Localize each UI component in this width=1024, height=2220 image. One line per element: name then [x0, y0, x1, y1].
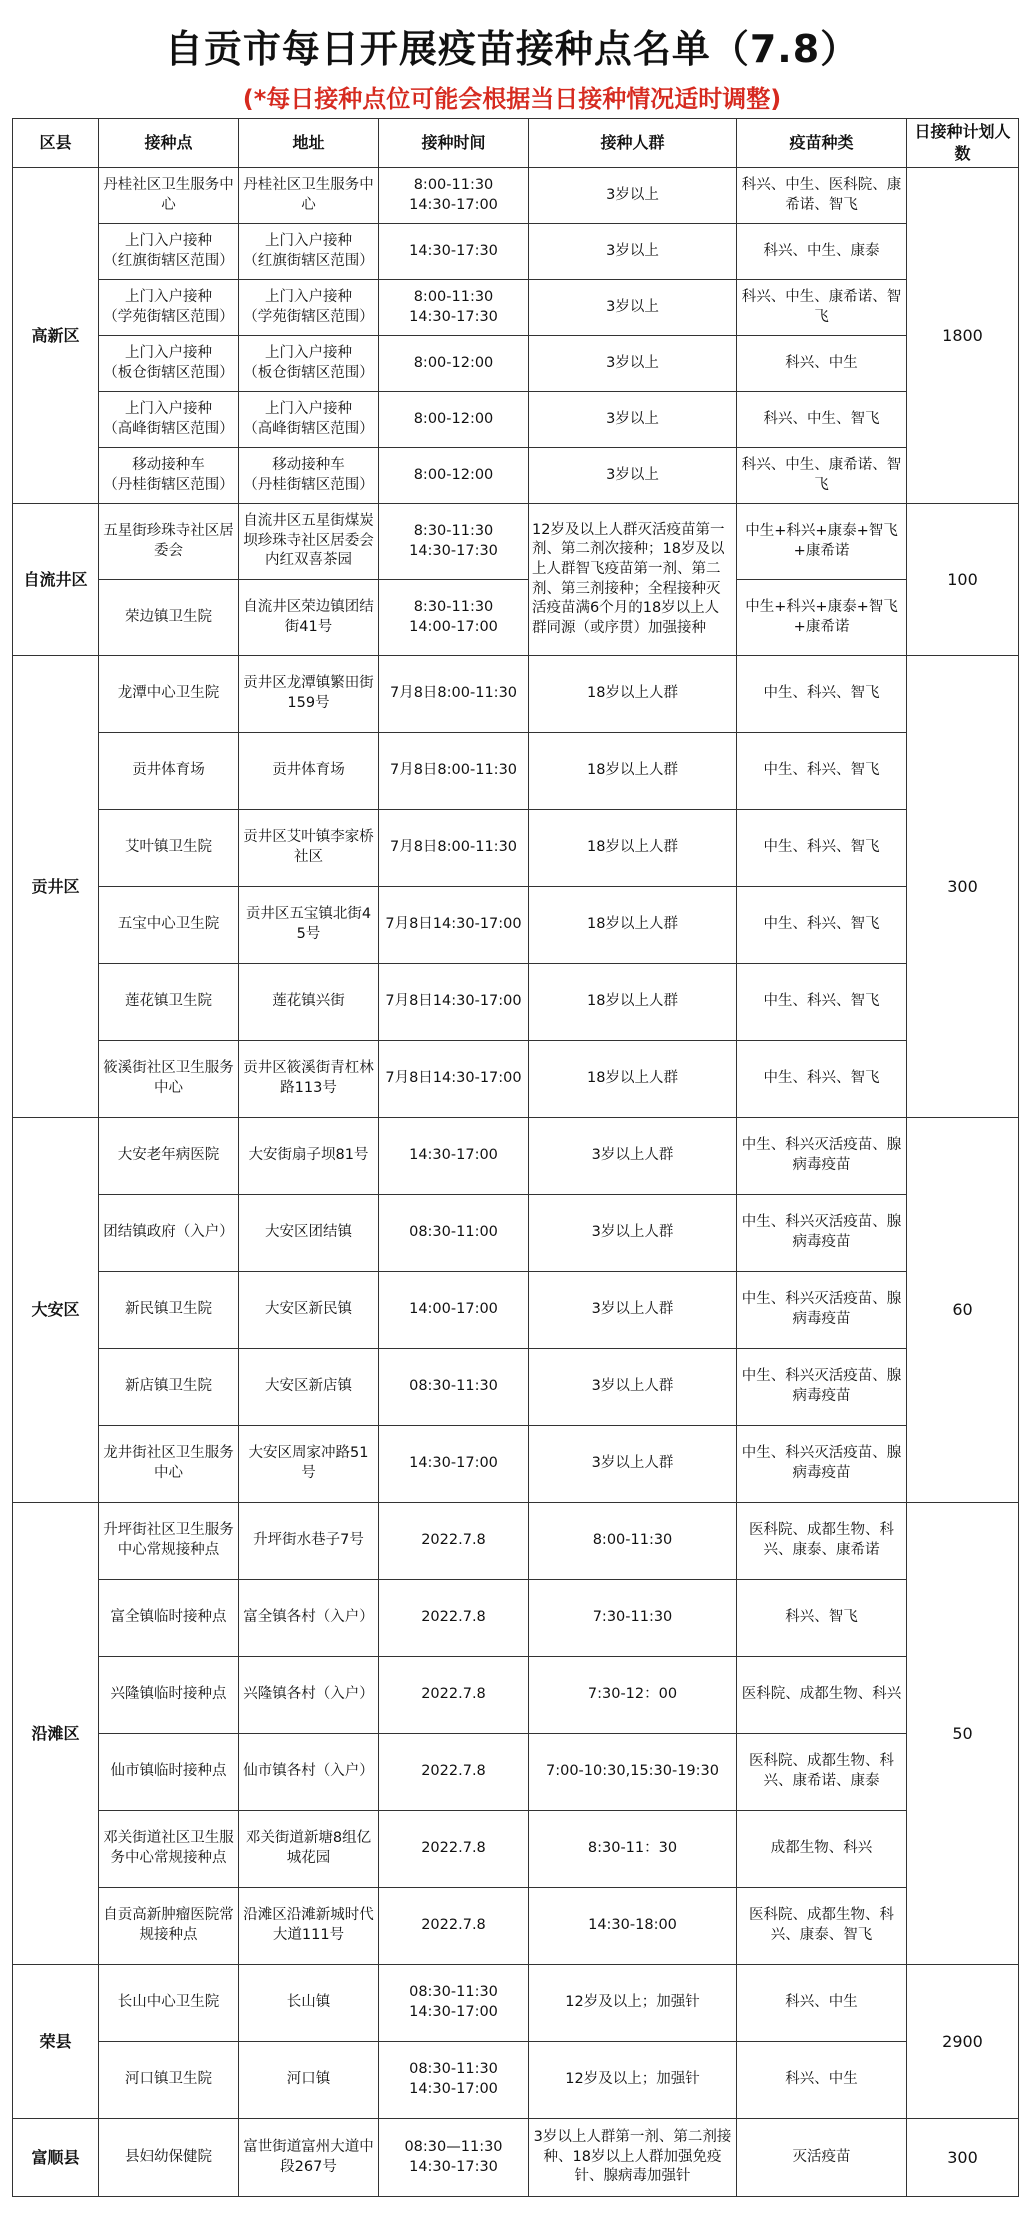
time-cell: 8:30-11:30 14:30-17:30	[379, 504, 529, 580]
vaccine-cell: 科兴、中生、医科院、康希诺、智飞	[737, 168, 907, 224]
vaccine-cell: 医科院、成都生物、科兴、康泰、智飞	[737, 1888, 907, 1965]
daily-target-cell: 1800	[907, 168, 1019, 504]
group-cell: 3岁以上人群	[529, 1195, 737, 1272]
table-row	[13, 964, 1019, 1041]
table-header-row	[13, 119, 1019, 168]
time-cell: 8:00-11:30 14:30-17:30	[379, 280, 529, 336]
vaccine-cell: 科兴、智飞	[737, 1580, 907, 1657]
table-row	[13, 504, 1019, 580]
group-cell: 3岁以上人群	[529, 1272, 737, 1349]
group-cell: 8:30-11：30	[529, 1811, 737, 1888]
site-cell: 丹桂社区卫生服务中心	[99, 168, 239, 224]
group-cell: 3岁以上	[529, 280, 737, 336]
col-time: 接种时间	[379, 119, 529, 168]
site-cell: 龙潭中心卫生院	[99, 656, 239, 733]
time-cell: 2022.7.8	[379, 1580, 529, 1657]
group-cell: 3岁以上人群第一剂、第二剂接种、18岁以上人群加强免疫针、腺病毒加强针	[529, 2119, 737, 2197]
address-cell: 自流井区荣边镇团结街41号	[239, 580, 379, 656]
col-group: 接种人群	[529, 119, 737, 168]
district-cell: 富顺县	[13, 2119, 99, 2197]
site-cell: 龙井街社区卫生服务中心	[99, 1426, 239, 1503]
site-cell: 长山中心卫生院	[99, 1965, 239, 2042]
col-vaccine: 疫苗种类	[737, 119, 907, 168]
group-cell: 18岁以上人群	[529, 887, 737, 964]
address-cell: 大安区新民镇	[239, 1272, 379, 1349]
table-row	[13, 1888, 1019, 1965]
group-cell: 18岁以上人群	[529, 964, 737, 1041]
col-daily-target: 日接种计划人数	[907, 119, 1019, 168]
time-cell: 14:30-17:30	[379, 224, 529, 280]
table-row	[13, 656, 1019, 733]
table-row	[13, 1811, 1019, 1888]
vaccine-cell: 中生+科兴+康泰+智飞+康希诺	[737, 504, 907, 580]
vaccine-cell: 医科院、成都生物、科兴、康泰、康希诺	[737, 1503, 907, 1580]
district-cell: 沿滩区	[13, 1503, 99, 1965]
address-cell: 大安区新店镇	[239, 1349, 379, 1426]
address-cell: 上门入户接种 （高峰街辖区范围）	[239, 392, 379, 448]
time-cell: 7月8日8:00-11:30	[379, 733, 529, 810]
site-cell: 升坪街社区卫生服务中心常规接种点	[99, 1503, 239, 1580]
vaccine-cell: 中生、科兴、智飞	[737, 964, 907, 1041]
vaccine-cell: 科兴、中生、康希诺、智飞	[737, 280, 907, 336]
address-cell: 移动接种车 （丹桂街辖区范围）	[239, 448, 379, 504]
table-row	[13, 1580, 1019, 1657]
time-cell: 08:30-11:30 14:30-17:00	[379, 1965, 529, 2042]
site-cell: 河口镇卫生院	[99, 2042, 239, 2119]
time-cell: 8:00-11:30 14:30-17:00	[379, 168, 529, 224]
table-row	[13, 392, 1019, 448]
address-cell: 上门入户接种 （板仓街辖区范围）	[239, 336, 379, 392]
time-cell: 2022.7.8	[379, 1734, 529, 1811]
address-cell: 邓关街道新塘8组亿城花园	[239, 1811, 379, 1888]
time-cell: 14:30-17:00	[379, 1118, 529, 1195]
site-cell: 上门入户接种 （板仓街辖区范围）	[99, 336, 239, 392]
district-cell: 高新区	[13, 168, 99, 504]
site-cell: 兴隆镇临时接种点	[99, 1657, 239, 1734]
table-row	[13, 224, 1019, 280]
table-row	[13, 1503, 1019, 1580]
group-cell: 7:30-11:30	[529, 1580, 737, 1657]
group-cell: 12岁及以上；加强针	[529, 2042, 737, 2119]
vaccine-cell: 中生、科兴、智飞	[737, 810, 907, 887]
address-cell: 贡井区龙潭镇繁田街159号	[239, 656, 379, 733]
group-cell: 3岁以上人群	[529, 1426, 737, 1503]
table-row	[13, 168, 1019, 224]
daily-target-cell: 2900	[907, 1965, 1019, 2119]
table-row	[13, 2119, 1019, 2197]
address-cell: 上门入户接种 （红旗街辖区范围）	[239, 224, 379, 280]
vaccine-cell: 中生、科兴、智飞	[737, 887, 907, 964]
address-cell: 富全镇各村（入户）	[239, 1580, 379, 1657]
vaccine-cell: 中生、科兴灭活疫苗、腺病毒疫苗	[737, 1272, 907, 1349]
vaccine-cell: 科兴、中生、康泰	[737, 224, 907, 280]
table-row	[13, 1118, 1019, 1195]
time-cell: 7月8日8:00-11:30	[379, 656, 529, 733]
table-row	[13, 1965, 1019, 2042]
group-cell: 14:30-18:00	[529, 1888, 737, 1965]
site-cell: 邓关街道社区卫生服务中心常规接种点	[99, 1811, 239, 1888]
group-cell: 7:30-12：00	[529, 1657, 737, 1734]
site-cell: 艾叶镇卫生院	[99, 810, 239, 887]
group-cell: 3岁以上	[529, 392, 737, 448]
address-cell: 上门入户接种 （学苑街辖区范围）	[239, 280, 379, 336]
group-cell: 8:00-11:30	[529, 1503, 737, 1580]
group-cell: 3岁以上人群	[529, 1349, 737, 1426]
time-cell: 8:00-12:00	[379, 448, 529, 504]
table-row	[13, 580, 1019, 656]
time-cell: 08:30-11:30	[379, 1349, 529, 1426]
vaccine-cell: 成都生物、科兴	[737, 1811, 907, 1888]
address-cell: 长山镇	[239, 1965, 379, 2042]
group-cell: 3岁以上	[529, 336, 737, 392]
address-cell: 贡井区五宝镇北街45号	[239, 887, 379, 964]
site-cell: 上门入户接种 （高峰街辖区范围）	[99, 392, 239, 448]
page-subtitle: (*每日接种点位可能会根据当日接种情况适时调整)	[242, 85, 782, 113]
table-row	[13, 336, 1019, 392]
district-cell: 贡井区	[13, 656, 99, 1118]
time-cell: 2022.7.8	[379, 1657, 529, 1734]
address-cell: 沿滩区沿滩新城时代大道111号	[239, 1888, 379, 1965]
time-cell: 14:30-17:00	[379, 1426, 529, 1503]
address-cell: 大安区团结镇	[239, 1195, 379, 1272]
site-cell: 新民镇卫生院	[99, 1272, 239, 1349]
time-cell: 7月8日14:30-17:00	[379, 964, 529, 1041]
vaccine-cell: 科兴、中生、康希诺、智飞	[737, 448, 907, 504]
address-cell: 大安街扇子坝81号	[239, 1118, 379, 1195]
table-row	[13, 280, 1019, 336]
daily-target-cell: 60	[907, 1118, 1019, 1503]
address-cell: 升坪街水巷子7号	[239, 1503, 379, 1580]
group-cell: 3岁以上	[529, 224, 737, 280]
group-cell: 12岁及以上人群灭活疫苗第一剂、第二剂次接种；18岁及以上人群智飞疫苗第一剂、第二剂、第三剂接种；全程接种灭活疫苗满6个月的18岁以上人群同源（或序贯）加强接种	[529, 504, 737, 656]
time-cell: 7月8日8:00-11:30	[379, 810, 529, 887]
site-cell: 筱溪街社区卫生服务中心	[99, 1041, 239, 1118]
site-cell: 莲花镇卫生院	[99, 964, 239, 1041]
vaccine-cell: 中生+科兴+康泰+智飞+康希诺	[737, 580, 907, 656]
group-cell: 18岁以上人群	[529, 656, 737, 733]
time-cell: 8:00-12:00	[379, 392, 529, 448]
address-cell: 丹桂社区卫生服务中心	[239, 168, 379, 224]
site-cell: 五星街珍珠寺社区居委会	[99, 504, 239, 580]
time-cell: 2022.7.8	[379, 1503, 529, 1580]
daily-target-cell: 100	[907, 504, 1019, 656]
address-cell: 大安区周家冲路51号	[239, 1426, 379, 1503]
time-cell: 8:30-11:30 14:00-17:00	[379, 580, 529, 656]
address-cell: 自流井区五星街煤炭坝珍珠寺社区居委会内红双喜茶园	[239, 504, 379, 580]
table-body	[13, 168, 1019, 2197]
vaccine-cell: 科兴、中生	[737, 1965, 907, 2042]
table-row	[13, 448, 1019, 504]
vaccine-cell: 中生、科兴灭活疫苗、腺病毒疫苗	[737, 1118, 907, 1195]
time-cell: 08:30-11:30 14:30-17:00	[379, 2042, 529, 2119]
site-cell: 县妇幼保健院	[99, 2119, 239, 2197]
district-cell: 荣县	[13, 1965, 99, 2119]
time-cell: 08:30—11:30 14:30-17:30	[379, 2119, 529, 2197]
vaccine-cell: 科兴、中生	[737, 336, 907, 392]
table-row	[13, 1657, 1019, 1734]
address-cell: 河口镇	[239, 2042, 379, 2119]
group-cell: 7:00-10:30,15:30-19:30	[529, 1734, 737, 1811]
time-cell: 08:30-11:00	[379, 1195, 529, 1272]
vaccine-cell: 医科院、成都生物、科兴	[737, 1657, 907, 1734]
site-cell: 仙市镇临时接种点	[99, 1734, 239, 1811]
page-header	[0, 0, 1024, 118]
table-row	[13, 1426, 1019, 1503]
time-cell: 14:00-17:00	[379, 1272, 529, 1349]
time-cell: 7月8日14:30-17:00	[379, 887, 529, 964]
table-row	[13, 887, 1019, 964]
time-cell: 2022.7.8	[379, 1811, 529, 1888]
site-cell: 大安老年病医院	[99, 1118, 239, 1195]
district-cell: 大安区	[13, 1118, 99, 1503]
table-row	[13, 1272, 1019, 1349]
page-title: 自贡市每日开展疫苗接种点名单（7.8）	[164, 27, 860, 71]
vaccine-cell: 中生、科兴灭活疫苗、腺病毒疫苗	[737, 1195, 907, 1272]
table-row	[13, 1349, 1019, 1426]
table-row	[13, 2042, 1019, 2119]
time-cell: 7月8日14:30-17:00	[379, 1041, 529, 1118]
site-cell: 五宝中心卫生院	[99, 887, 239, 964]
group-cell: 3岁以上	[529, 168, 737, 224]
group-cell: 18岁以上人群	[529, 810, 737, 887]
group-cell: 3岁以上人群	[529, 1118, 737, 1195]
address-cell: 莲花镇兴街	[239, 964, 379, 1041]
group-cell: 18岁以上人群	[529, 1041, 737, 1118]
site-cell: 贡井体育场	[99, 733, 239, 810]
site-cell: 新店镇卫生院	[99, 1349, 239, 1426]
table-row	[13, 1041, 1019, 1118]
col-district: 区县	[13, 119, 99, 168]
daily-target-cell: 300	[907, 656, 1019, 1118]
col-address: 地址	[239, 119, 379, 168]
table-row	[13, 1734, 1019, 1811]
vaccine-cell: 科兴、中生	[737, 2042, 907, 2119]
vaccine-cell: 科兴、中生、智飞	[737, 392, 907, 448]
vaccine-cell: 中生、科兴灭活疫苗、腺病毒疫苗	[737, 1349, 907, 1426]
table-row	[13, 810, 1019, 887]
time-cell: 8:00-12:00	[379, 336, 529, 392]
group-cell: 3岁以上	[529, 448, 737, 504]
address-cell: 仙市镇各村（入户）	[239, 1734, 379, 1811]
vaccine-cell: 医科院、成都生物、科兴、康希诺、康泰	[737, 1734, 907, 1811]
address-cell: 贡井区艾叶镇李家桥社区	[239, 810, 379, 887]
table-row	[13, 1195, 1019, 1272]
site-cell: 上门入户接种 （红旗街辖区范围）	[99, 224, 239, 280]
site-cell: 上门入户接种 （学苑街辖区范围）	[99, 280, 239, 336]
site-cell: 移动接种车 （丹桂街辖区范围）	[99, 448, 239, 504]
daily-target-cell: 50	[907, 1503, 1019, 1965]
site-cell: 自贡高新肿瘤医院常规接种点	[99, 1888, 239, 1965]
vaccination-sites-table	[12, 118, 1019, 2197]
group-cell: 18岁以上人群	[529, 733, 737, 810]
vaccine-cell: 中生、科兴、智飞	[737, 656, 907, 733]
address-cell: 兴隆镇各村（入户）	[239, 1657, 379, 1734]
table-row	[13, 733, 1019, 810]
site-cell: 富全镇临时接种点	[99, 1580, 239, 1657]
district-cell: 自流井区	[13, 504, 99, 656]
col-site: 接种点	[99, 119, 239, 168]
site-cell: 团结镇政府（入户）	[99, 1195, 239, 1272]
address-cell: 贡井区筱溪街青杠林路113号	[239, 1041, 379, 1118]
address-cell: 贡井体育场	[239, 733, 379, 810]
address-cell: 富世街道富州大道中段267号	[239, 2119, 379, 2197]
vaccine-cell: 灭活疫苗	[737, 2119, 907, 2197]
site-cell: 荣边镇卫生院	[99, 580, 239, 656]
vaccine-cell: 中生、科兴灭活疫苗、腺病毒疫苗	[737, 1426, 907, 1503]
vaccine-cell: 中生、科兴、智飞	[737, 1041, 907, 1118]
group-cell: 12岁及以上；加强针	[529, 1965, 737, 2042]
vaccine-cell: 中生、科兴、智飞	[737, 733, 907, 810]
time-cell: 2022.7.8	[379, 1888, 529, 1965]
daily-target-cell: 300	[907, 2119, 1019, 2197]
